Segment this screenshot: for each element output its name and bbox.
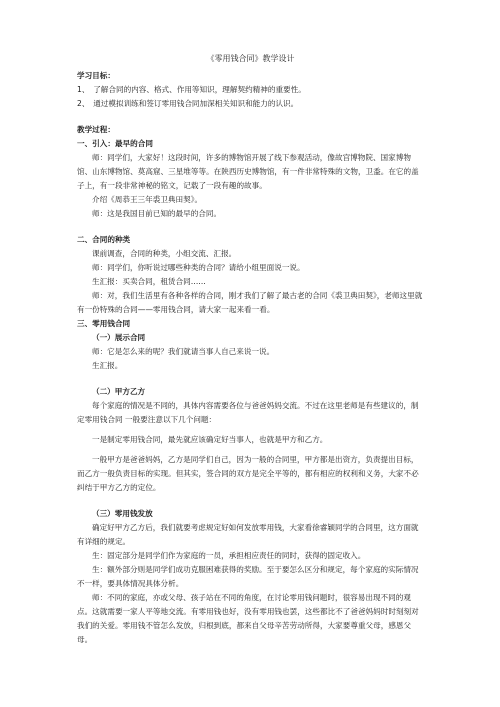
section-3a-heading: （一）展示合同: [92, 333, 146, 342]
section-3b-paragraph-3: 一般甲方是爸爸妈妈，乙方是同学们自己，因为一般的合同里，甲方都是出资方，负责提出目标，而乙方一般负责目标的实现。但其实，签合同的双方是完全平等的，都有相应的权利和义务，大家不必纠结于甲方乙方的定位。: [77, 455, 419, 492]
section-1-paragraph-2: 介绍《周恭王三年裘卫典田契》。: [92, 195, 203, 204]
section-3-heading: 三、零用钱合同: [77, 319, 131, 328]
section-3b-paragraph-1: 每个家庭的情况是不同的，具体内容需要各位与爸爸妈妈交流。不过在这里老师是有些建议的，制定零用钱合同 一般要注意以下几个问题：: [77, 401, 419, 424]
section-1-paragraph-1: 师：同学们，大家好！这段时间，许多的博物馆开展了线下参观活动，像故宫博物院、国家博物馆、山东博物馆、莫高窟、三星堆等等。在陕西历史博物馆，有一件非常特殊的文物，卫盉。在它的盖子上，有一段非常神秘的铭文，记载了一段有趣的故事。: [77, 153, 419, 190]
section-3a-paragraph-1: 师：它是怎么来的呢？我们就请当事人自己来说一说。: [92, 347, 275, 356]
section-3c-paragraph-1: 确定好甲方乙方后，我们就要考虑规定好如何发放零用钱，大家看徐睿颖同学的合同里，这方面就有详细的规定。: [77, 523, 419, 546]
objectives-heading: 学习目标：: [77, 71, 115, 80]
section-1-paragraph-3: 师：这是我国目前已知的最早的合同。: [92, 209, 222, 218]
document-title: 《零用钱合同》教学设计: [206, 54, 295, 63]
section-2-heading: 二、合同的种类: [77, 235, 131, 244]
objective-1: 1、 了解合同的内容、格式、作用等知识，理解契约精神的重要性。: [77, 85, 306, 94]
objective-2: 2、 通过模拟训练和签订零用钱合同加深相关知识和能力的认识。: [77, 99, 299, 108]
section-2-paragraph-4: 师：对，我们生活里有各种各样的合同，刚才我们了解了最古老的合同《裘卫典田契》，老师这里就有一份特殊的合同——零用钱合同，请大家一起来看一看。: [77, 291, 423, 314]
section-2-paragraph-2: 师：同学们，你听说过哪些种类的合同？请给小组里面说一说。: [92, 263, 305, 272]
section-3a-paragraph-2: 生汇报。: [92, 361, 123, 370]
section-3b-paragraph-2: 一是制定零用钱合同，最先就应该确定好当事人，也就是甲方和乙方。: [92, 435, 328, 444]
section-3c-paragraph-2: 生：固定部分是同学们作为家庭的一员，承担相应责任的同时，获得的固定收入。: [92, 551, 366, 560]
section-3c-heading: （三）零用钱发放: [92, 509, 153, 518]
section-3b-heading: （二）甲方乙方: [92, 387, 146, 396]
section-2-paragraph-3: 生汇报：买卖合同，租赁合同……: [92, 277, 206, 286]
section-1-heading: 一、引入：最早的合同: [77, 139, 153, 148]
section-3c-paragraph-4: 师：不同的家庭，亦或父母、孩子站在不同的角度，在讨论零用钱问题时，很容易出现不同的观点。这就需要一家人平等地交流。有零用钱也好，没有零用钱也罢，这些都比不了爸爸妈妈时时刻刻对我们的关爱。零用钱不管怎么发放，归根到底，都来自父母辛苦劳动所得，大家要尊重父母，感恩父母。: [77, 593, 419, 644]
process-heading: 教学过程：: [77, 125, 115, 134]
section-3c-paragraph-3: 生：额外部分则是同学们成功克服困难获得的奖励。至于要怎么区分和规定，每个家庭的实际情况不一样，要具体情况具体分析。: [77, 565, 419, 588]
section-2-paragraph-1: 课前调查，合同的种类，小组交流、汇报。: [92, 249, 237, 258]
